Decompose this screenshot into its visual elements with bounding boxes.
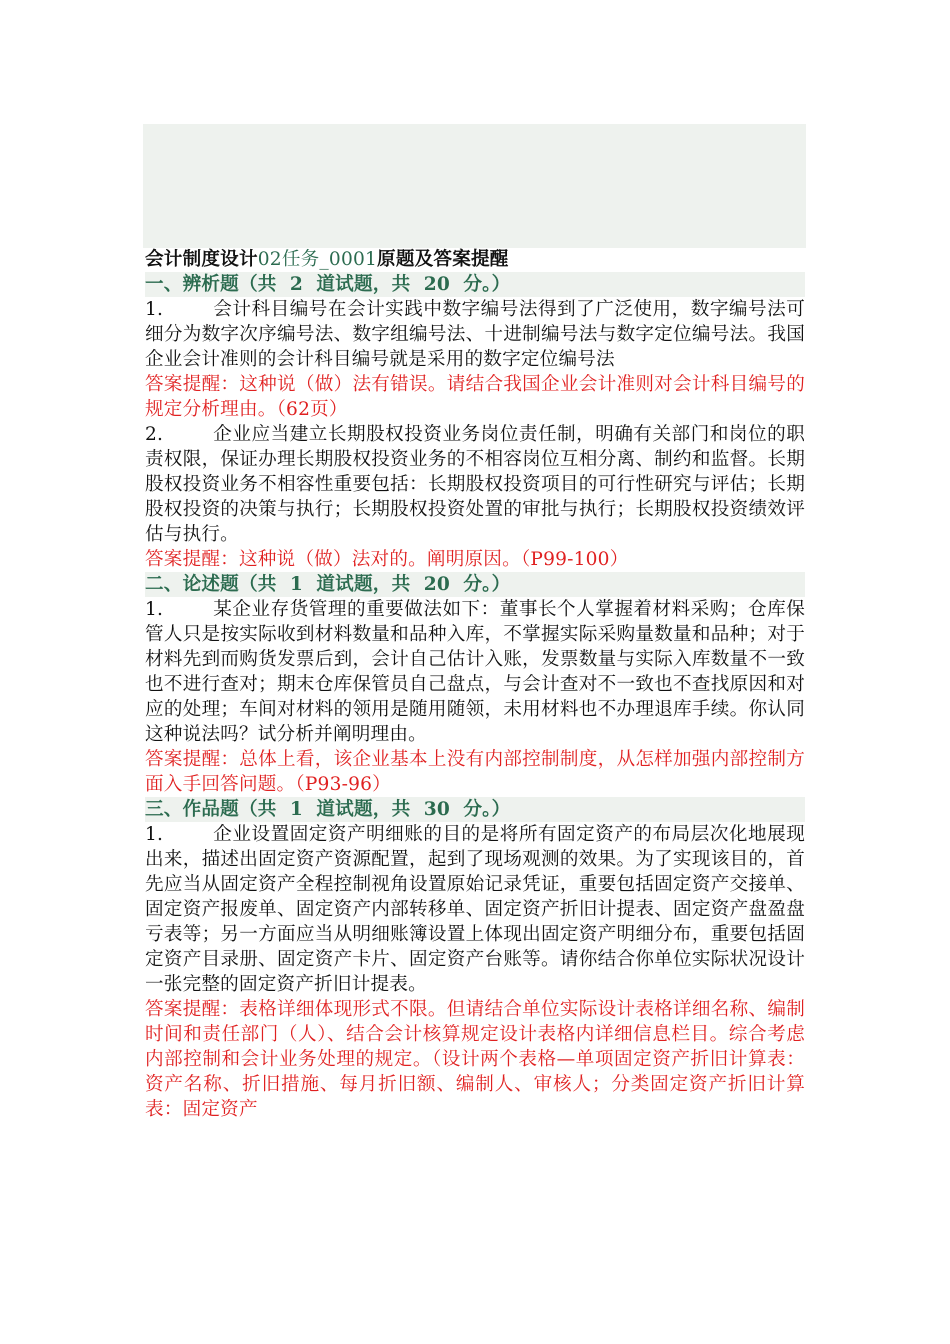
document-content xyxy=(145,247,805,1122)
question-number: 1. xyxy=(145,824,164,845)
section-heading: 三、作品题（共 1 道试题，共 30 分。） xyxy=(145,797,805,822)
title-code: 02任务_0001 xyxy=(257,249,378,270)
title-suffix: 原题及答案提醒 xyxy=(377,249,509,270)
question-text: 企业设置固定资产明细账的目的是将所有固定资产的布局层次化地展现出来，描述出固定资产资源配置，起到了现场观测的效果。为了实现该目的，首先应当从固定资产全程控制视角设置原始记录凭证，重要包括固定资产交接单、固定资产报废单、固定资产内部转移单、固定资产折旧计提表、固定资产盘盈盘亏表等；另一方面应当从明细账簿设置上体现出固定资产明细分布，重要包括固定资产目录册、固定资产卡片、固定资产台账等。请你结合你单位实际状况设计一张完整的固定资产折旧计提表。 xyxy=(145,824,805,995)
document-title xyxy=(145,247,805,272)
section-heading: 一、辨析题（共 2 道试题，共 20 分。） xyxy=(145,272,805,297)
question-item xyxy=(145,297,805,372)
question-text: 某企业存货管理的重要做法如下：董事长个人掌握着材料采购；仓库保管人只是按实际收到材料数量和品种入库，不掌握实际采购量数量和品种；对于材料先到而购货发票后到，会计自己估计入账，发票数量与实际入库数量不一致也不进行查对；期末仓库保管员自己盘点，与会计查对不一致也不查找原因和对应的处理；车间对材料的领用是随用随领，未用材料也不办理退库手续。你认同这种说法吗？试分析并阐明理由。 xyxy=(145,599,805,745)
answer-hint: 答案提醒：这种说（做）法对的。阐明原因。（P99-100） xyxy=(145,549,629,570)
answer-hint: 答案提醒：这种说（做）法有错误。请结合我国企业会计准则对会计科目编号的规定分析理由。（62页） xyxy=(145,374,805,420)
question-item xyxy=(145,597,805,747)
section-heading: 二、论述题（共 1 道试题，共 20 分。） xyxy=(145,572,805,597)
question-text: 会计科目编号在会计实践中数字编号法得到了广泛使用，数字编号法可细分为数字次序编号法、数字组编号法、十进制编号法与数字定位编号法。我国企业会计准则的会计科目编号就是采用的数字定位编号法 xyxy=(145,299,805,370)
answer-hint: 答案提醒：表格详细体现形式不限。但请结合单位实际设计表格详细名称、编制时间和责任部门（人）、结合会计核算规定设计表格内详细信息栏目。综合考虑内部控制和会计业务处理的规定。（设计两个表格—单项固定资产折旧计算表：资产名称、折旧措施、每月折旧额、编制人、审核人；分类固定资产折旧计算表：固定资产 xyxy=(145,999,805,1120)
question-number: 2. xyxy=(145,424,164,445)
header-banner xyxy=(143,124,806,248)
answer-hint: 答案提醒：总体上看，该企业基本上没有内部控制制度，从怎样加强内部控制方面入手回答问题。（P93-96） xyxy=(145,749,805,795)
question-text: 企业应当建立长期股权投资业务岗位责任制，明确有关部门和岗位的职责权限，保证办理长期股权投资业务的不相容岗位互相分离、制约和监督。长期股权投资业务不相容性重要包括：长期股权投资项目的可行性研究与评估；长期股权投资的决策与执行；长期股权投资处置的审批与执行；长期股权投资绩效评估与执行。 xyxy=(145,424,805,545)
question-item xyxy=(145,422,805,547)
title-prefix: 会计制度设计 xyxy=(145,249,258,270)
question-item xyxy=(145,822,805,997)
question-number: 1. xyxy=(145,299,164,320)
question-number: 1. xyxy=(145,599,164,620)
